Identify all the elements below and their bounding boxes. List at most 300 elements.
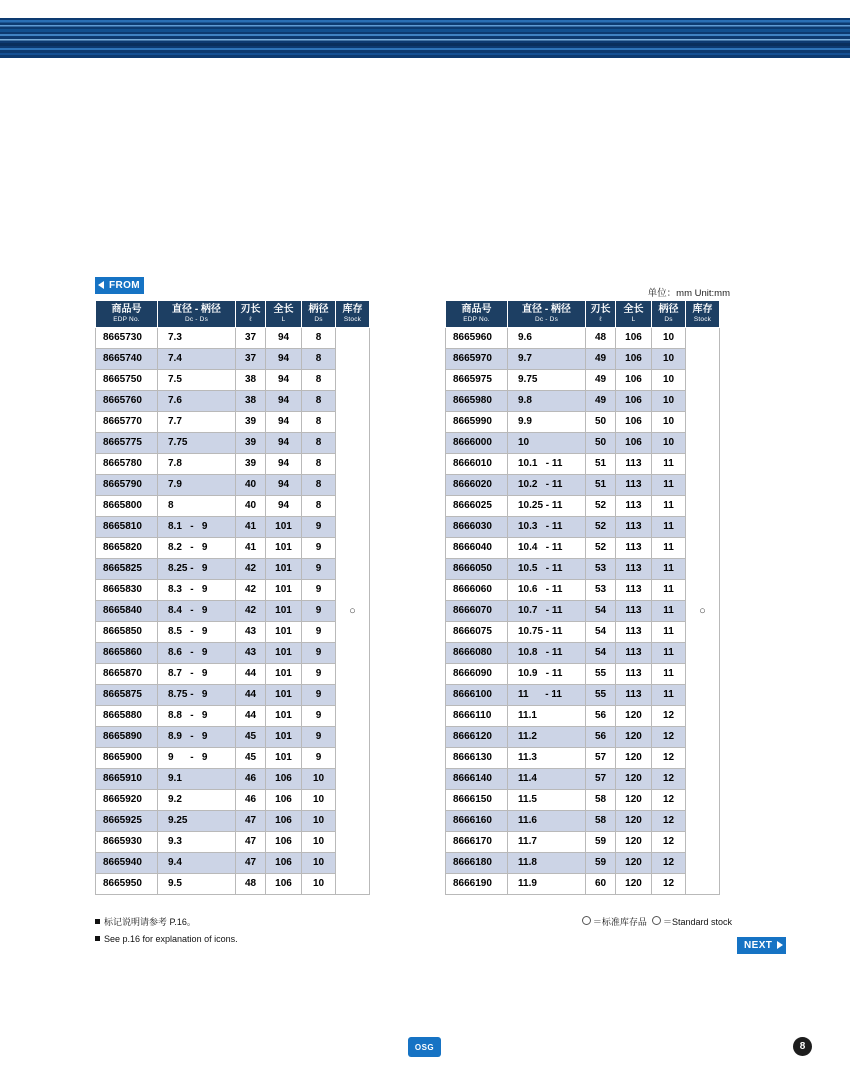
table-row	[446, 348, 720, 369]
cell-edp-number: 8665830	[96, 579, 158, 600]
cell-shank-diameter: 10	[652, 390, 686, 411]
cell-diameter: 7.7	[158, 411, 236, 432]
col-shank-cn: 柄径	[658, 304, 679, 315]
cell-shank-diameter: 9	[302, 663, 336, 684]
cell-diameter: 9.3	[158, 831, 236, 852]
cell-flute-length: 44	[236, 663, 266, 684]
cell-total-length: 106	[266, 810, 302, 831]
cell-shank-diameter: 8	[302, 495, 336, 516]
cell-diameter: 8.2 - 9	[158, 537, 236, 558]
cell-total-length: 106	[266, 831, 302, 852]
table-row	[96, 747, 370, 768]
cell-shank-diameter: 8	[302, 453, 336, 474]
cell-diameter: 8.8 - 9	[158, 705, 236, 726]
cell-shank-diameter: 12	[652, 768, 686, 789]
cell-flute-length: 57	[586, 768, 616, 789]
cell-flute-length: 59	[586, 831, 616, 852]
cell-shank-diameter: 11	[652, 642, 686, 663]
cell-total-length: 94	[266, 474, 302, 495]
cell-total-length: 120	[616, 747, 652, 768]
cell-total-length: 113	[616, 663, 652, 684]
cell-diameter: 11.2	[508, 726, 586, 747]
cell-shank-diameter: 9	[302, 516, 336, 537]
stock-legend	[582, 915, 732, 928]
col-shank	[652, 301, 686, 328]
legend-en: ＝Standard stock	[662, 917, 732, 927]
cell-diameter: 11.8	[508, 852, 586, 873]
cell-total-length: 120	[616, 810, 652, 831]
cell-edp-number: 8665820	[96, 537, 158, 558]
col-flute-en: ℓ	[599, 315, 602, 323]
spec-table-left-wrapper	[95, 300, 370, 895]
cell-diameter: 10.9 - 11	[508, 663, 586, 684]
table-row	[96, 810, 370, 831]
cell-edp-number: 8665810	[96, 516, 158, 537]
cell-edp-number: 8666040	[446, 537, 508, 558]
col-flute-cn: 刃长	[590, 304, 611, 315]
cell-flute-length: 42	[236, 600, 266, 621]
col-total-length	[616, 301, 652, 328]
cell-edp-number: 8665875	[96, 684, 158, 705]
cell-shank-diameter: 12	[652, 747, 686, 768]
cell-flute-length: 57	[586, 747, 616, 768]
cell-total-length: 101	[266, 747, 302, 768]
cell-total-length: 106	[266, 852, 302, 873]
cell-edp-number: 8666080	[446, 642, 508, 663]
cell-flute-length: 55	[586, 663, 616, 684]
cell-shank-diameter: 11	[652, 579, 686, 600]
table-row	[96, 621, 370, 642]
table-row	[96, 432, 370, 453]
cell-shank-diameter: 12	[652, 726, 686, 747]
table-row	[96, 684, 370, 705]
cell-edp-number: 8666000	[446, 432, 508, 453]
cell-flute-length: 56	[586, 726, 616, 747]
table-row	[96, 600, 370, 621]
cell-edp-number: 8666180	[446, 852, 508, 873]
cell-flute-length: 41	[236, 516, 266, 537]
cell-flute-length: 54	[586, 642, 616, 663]
cell-flute-length: 54	[586, 621, 616, 642]
cell-edp-number: 8665790	[96, 474, 158, 495]
cell-edp-number: 8666120	[446, 726, 508, 747]
cell-edp-number: 8665930	[96, 831, 158, 852]
cell-shank-diameter: 12	[652, 810, 686, 831]
table-row	[96, 579, 370, 600]
table-header-row	[446, 301, 720, 328]
table-row	[96, 705, 370, 726]
cell-shank-diameter: 8	[302, 327, 336, 348]
table-row	[446, 726, 720, 747]
table-row	[446, 684, 720, 705]
cell-shank-diameter: 9	[302, 747, 336, 768]
col-total-en: L	[631, 315, 636, 323]
cell-diameter: 8.3 - 9	[158, 579, 236, 600]
spec-table-left	[95, 300, 370, 895]
cell-edp-number: 8665980	[446, 390, 508, 411]
cell-edp-number: 8666110	[446, 705, 508, 726]
cell-diameter: 9.9	[508, 411, 586, 432]
cell-shank-diameter: 9	[302, 705, 336, 726]
cell-edp-number: 8665925	[96, 810, 158, 831]
table-row	[96, 789, 370, 810]
circle-icon	[582, 916, 591, 925]
cell-flute-length: 42	[236, 558, 266, 579]
spec-table-right	[445, 300, 720, 895]
unit-label: 单位：mm Unit:mm	[647, 288, 730, 299]
cell-diameter: 9.75	[508, 369, 586, 390]
col-shank-en: Ds	[314, 315, 323, 323]
cell-shank-diameter: 11	[652, 453, 686, 474]
table-row	[96, 663, 370, 684]
cell-diameter: 11.4	[508, 768, 586, 789]
cell-shank-diameter: 11	[652, 474, 686, 495]
cell-edp-number: 8665825	[96, 558, 158, 579]
cell-diameter: 9.1	[158, 768, 236, 789]
cell-flute-length: 47	[236, 852, 266, 873]
cell-shank-diameter: 11	[652, 558, 686, 579]
cell-total-length: 113	[616, 474, 652, 495]
cell-total-length: 94	[266, 369, 302, 390]
cell-flute-length: 42	[236, 579, 266, 600]
cell-flute-length: 60	[586, 873, 616, 894]
table-row	[446, 579, 720, 600]
col-shank-cn: 柄径	[308, 304, 329, 315]
cell-total-length: 101	[266, 705, 302, 726]
cell-total-length: 120	[616, 705, 652, 726]
cell-diameter: 9.2	[158, 789, 236, 810]
cell-edp-number: 8665910	[96, 768, 158, 789]
cell-flute-length: 48	[236, 873, 266, 894]
cell-total-length: 94	[266, 453, 302, 474]
table-row	[446, 810, 720, 831]
cell-flute-length: 50	[586, 411, 616, 432]
cell-total-length: 113	[616, 453, 652, 474]
table-row	[96, 516, 370, 537]
cell-diameter: 9.25	[158, 810, 236, 831]
cell-diameter: 9.8	[508, 390, 586, 411]
circle-icon	[652, 916, 661, 925]
cell-edp-number: 8666030	[446, 516, 508, 537]
col-edp	[446, 301, 508, 328]
table-row	[96, 768, 370, 789]
cell-edp-number: 8665800	[96, 495, 158, 516]
cell-total-length: 106	[616, 348, 652, 369]
cell-total-length: 120	[616, 789, 652, 810]
col-stock-en: Stock	[693, 315, 712, 323]
cell-total-length: 113	[616, 579, 652, 600]
cell-diameter: 11.5	[508, 789, 586, 810]
cell-flute-length: 38	[236, 369, 266, 390]
cell-flute-length: 54	[586, 600, 616, 621]
table-row	[96, 558, 370, 579]
cell-flute-length: 49	[586, 390, 616, 411]
col-diameter-cn: 直径 - 柄径	[172, 304, 221, 315]
cell-edp-number: 8666100	[446, 684, 508, 705]
table-row	[96, 537, 370, 558]
cell-total-length: 94	[266, 348, 302, 369]
page-number-badge	[793, 1037, 812, 1056]
table-row	[96, 831, 370, 852]
cell-diameter: 8.7 - 9	[158, 663, 236, 684]
cell-flute-length: 49	[586, 369, 616, 390]
cell-shank-diameter: 8	[302, 348, 336, 369]
table-row	[446, 705, 720, 726]
from-label: FROM	[109, 280, 141, 291]
next-label: NEXT	[744, 940, 773, 951]
col-edp-cn: 商品号	[111, 304, 142, 315]
cell-edp-number: 8666150	[446, 789, 508, 810]
cell-shank-diameter: 9	[302, 642, 336, 663]
cell-shank-diameter: 9	[302, 537, 336, 558]
col-flute-en: ℓ	[249, 315, 252, 323]
cell-flute-length: 41	[236, 537, 266, 558]
cell-diameter: 7.9	[158, 474, 236, 495]
cell-total-length: 106	[616, 390, 652, 411]
table-row	[96, 327, 370, 348]
col-shank	[302, 301, 336, 328]
table-row	[446, 558, 720, 579]
cell-edp-number: 8665890	[96, 726, 158, 747]
cell-total-length: 113	[616, 516, 652, 537]
col-diameter-en: Dc - Ds	[534, 315, 559, 323]
cell-flute-length: 43	[236, 642, 266, 663]
table-row	[96, 852, 370, 873]
table-header-row	[96, 301, 370, 328]
cell-shank-diameter: 8	[302, 369, 336, 390]
footnote-cn: 标记说明请参考 P.16。	[95, 914, 238, 931]
cell-shank-diameter: 9	[302, 558, 336, 579]
table-row	[96, 726, 370, 747]
cell-shank-diameter: 10	[652, 411, 686, 432]
cell-flute-length: 44	[236, 684, 266, 705]
cell-diameter: 10.3 - 11	[508, 516, 586, 537]
table-row	[96, 348, 370, 369]
cell-flute-length: 39	[236, 453, 266, 474]
cell-total-length: 120	[616, 831, 652, 852]
bullet-square-icon	[95, 936, 100, 941]
table-row	[446, 327, 720, 348]
cell-shank-diameter: 11	[652, 621, 686, 642]
cell-edp-number: 8665750	[96, 369, 158, 390]
cell-edp-number: 8665730	[96, 327, 158, 348]
col-shank-en: Ds	[664, 315, 673, 323]
cell-shank-diameter: 10	[302, 873, 336, 894]
cell-edp-number: 8665780	[96, 453, 158, 474]
footnotes	[95, 914, 238, 948]
cell-edp-number: 8666060	[446, 579, 508, 600]
cell-shank-diameter: 11	[652, 663, 686, 684]
cell-edp-number: 8666090	[446, 663, 508, 684]
cell-diameter: 8.6 - 9	[158, 642, 236, 663]
cell-total-length: 101	[266, 621, 302, 642]
cell-diameter: 10.5 - 11	[508, 558, 586, 579]
cell-diameter: 10.6 - 11	[508, 579, 586, 600]
cell-total-length: 94	[266, 495, 302, 516]
cell-edp-number: 8666010	[446, 453, 508, 474]
cell-flute-length: 56	[586, 705, 616, 726]
cell-total-length: 101	[266, 663, 302, 684]
table-row	[446, 516, 720, 537]
table-row	[446, 831, 720, 852]
cell-diameter: 11.7	[508, 831, 586, 852]
cell-edp-number: 8666140	[446, 768, 508, 789]
cell-flute-length: 49	[586, 348, 616, 369]
cell-edp-number: 8665950	[96, 873, 158, 894]
cell-shank-diameter: 12	[652, 705, 686, 726]
col-diameter	[508, 301, 586, 328]
brand-logo-text: OSG	[414, 1042, 435, 1052]
table-row	[446, 369, 720, 390]
cell-flute-length: 39	[236, 432, 266, 453]
cell-total-length: 101	[266, 516, 302, 537]
col-diameter-en: Dc - Ds	[184, 315, 209, 323]
cell-flute-length: 51	[586, 474, 616, 495]
cell-edp-number: 8666020	[446, 474, 508, 495]
col-flute-cn: 刃长	[240, 304, 261, 315]
next-nav-button[interactable]	[737, 937, 786, 954]
cell-shank-diameter: 8	[302, 411, 336, 432]
col-stock-en: Stock	[343, 315, 362, 323]
from-nav-button[interactable]	[95, 277, 144, 294]
cell-diameter: 10.75 - 11	[508, 621, 586, 642]
cell-diameter: 10.4 - 11	[508, 537, 586, 558]
cell-shank-diameter: 12	[652, 789, 686, 810]
cell-flute-length: 50	[586, 432, 616, 453]
col-edp-en: EDP No.	[463, 315, 490, 323]
cell-total-length: 113	[616, 495, 652, 516]
cell-shank-diameter: 9	[302, 579, 336, 600]
cell-flute-length: 40	[236, 474, 266, 495]
cell-total-length: 113	[616, 600, 652, 621]
cell-diameter: 7.5	[158, 369, 236, 390]
col-diameter	[158, 301, 236, 328]
cell-total-length: 101	[266, 684, 302, 705]
cell-total-length: 101	[266, 537, 302, 558]
cell-total-length: 101	[266, 642, 302, 663]
table-row	[446, 474, 720, 495]
cell-flute-length: 46	[236, 789, 266, 810]
table-row	[446, 411, 720, 432]
cell-diameter: 10.1 - 11	[508, 453, 586, 474]
cell-total-length: 94	[266, 432, 302, 453]
cell-shank-diameter: 12	[652, 873, 686, 894]
cell-edp-number: 8665775	[96, 432, 158, 453]
cell-flute-length: 52	[586, 516, 616, 537]
bullet-square-icon	[95, 919, 100, 924]
cell-total-length: 94	[266, 390, 302, 411]
cell-total-length: 101	[266, 600, 302, 621]
cell-flute-length: 46	[236, 768, 266, 789]
page-number: 8	[799, 1041, 806, 1052]
cell-diameter: 10.2 - 11	[508, 474, 586, 495]
table-row	[446, 747, 720, 768]
cell-flute-length: 45	[236, 726, 266, 747]
spec-table-right-wrapper	[445, 300, 720, 895]
table-row	[446, 663, 720, 684]
table-row	[446, 852, 720, 873]
cell-diameter: 9.4	[158, 852, 236, 873]
cell-total-length: 106	[616, 327, 652, 348]
cell-edp-number: 8665880	[96, 705, 158, 726]
cell-diameter: 8.9 - 9	[158, 726, 236, 747]
cell-edp-number: 8665760	[96, 390, 158, 411]
cell-edp-number: 8665920	[96, 789, 158, 810]
table-row	[446, 537, 720, 558]
cell-shank-diameter: 10	[652, 327, 686, 348]
cell-total-length: 113	[616, 642, 652, 663]
cell-diameter: 9 - 9	[158, 747, 236, 768]
col-stock	[686, 301, 720, 328]
cell-shank-diameter: 11	[652, 495, 686, 516]
cell-total-length: 101	[266, 558, 302, 579]
cell-diameter: 9.7	[508, 348, 586, 369]
col-total-length	[266, 301, 302, 328]
col-stock	[336, 301, 370, 328]
cell-total-length: 120	[616, 768, 652, 789]
cell-diameter: 10.7 - 11	[508, 600, 586, 621]
cell-shank-diameter: 9	[302, 684, 336, 705]
table-row	[446, 495, 720, 516]
table-row	[96, 642, 370, 663]
cell-flute-length: 55	[586, 684, 616, 705]
cell-flute-length: 59	[586, 852, 616, 873]
cell-diameter: 7.4	[158, 348, 236, 369]
cell-flute-length: 53	[586, 558, 616, 579]
cell-shank-diameter: 12	[652, 852, 686, 873]
cell-edp-number: 8666190	[446, 873, 508, 894]
cell-total-length: 106	[266, 768, 302, 789]
cell-flute-length: 44	[236, 705, 266, 726]
cell-total-length: 106	[616, 369, 652, 390]
col-edp-cn: 商品号	[461, 304, 492, 315]
cell-diameter: 8	[158, 495, 236, 516]
cell-shank-diameter: 11	[652, 537, 686, 558]
table-row	[96, 495, 370, 516]
cell-flute-length: 53	[586, 579, 616, 600]
col-total-cn: 全长	[273, 304, 294, 315]
table-row	[446, 789, 720, 810]
cell-total-length: 106	[616, 432, 652, 453]
cell-shank-diameter: 11	[652, 600, 686, 621]
cell-diameter: 8.75 - 9	[158, 684, 236, 705]
cell-edp-number: 8665770	[96, 411, 158, 432]
cell-stock-mark: ○	[336, 327, 370, 894]
cell-total-length: 113	[616, 684, 652, 705]
cell-edp-number: 8665850	[96, 621, 158, 642]
table-row	[96, 873, 370, 894]
cell-edp-number: 8666170	[446, 831, 508, 852]
cell-shank-diameter: 11	[652, 684, 686, 705]
cell-flute-length: 48	[586, 327, 616, 348]
col-flute-length	[586, 301, 616, 328]
cell-diameter: 11.9	[508, 873, 586, 894]
cell-flute-length: 40	[236, 495, 266, 516]
col-edp-en: EDP No.	[113, 315, 140, 323]
table-row	[96, 453, 370, 474]
cell-total-length: 113	[616, 558, 652, 579]
cell-shank-diameter: 9	[302, 726, 336, 747]
table-row	[96, 390, 370, 411]
cell-diameter: 11.1	[508, 705, 586, 726]
cell-edp-number: 8665860	[96, 642, 158, 663]
cell-shank-diameter: 10	[302, 768, 336, 789]
col-stock-cn: 库存	[342, 304, 363, 315]
cell-shank-diameter: 12	[652, 831, 686, 852]
col-edp	[96, 301, 158, 328]
cell-total-length: 106	[266, 873, 302, 894]
cell-diameter: 8.4 - 9	[158, 600, 236, 621]
